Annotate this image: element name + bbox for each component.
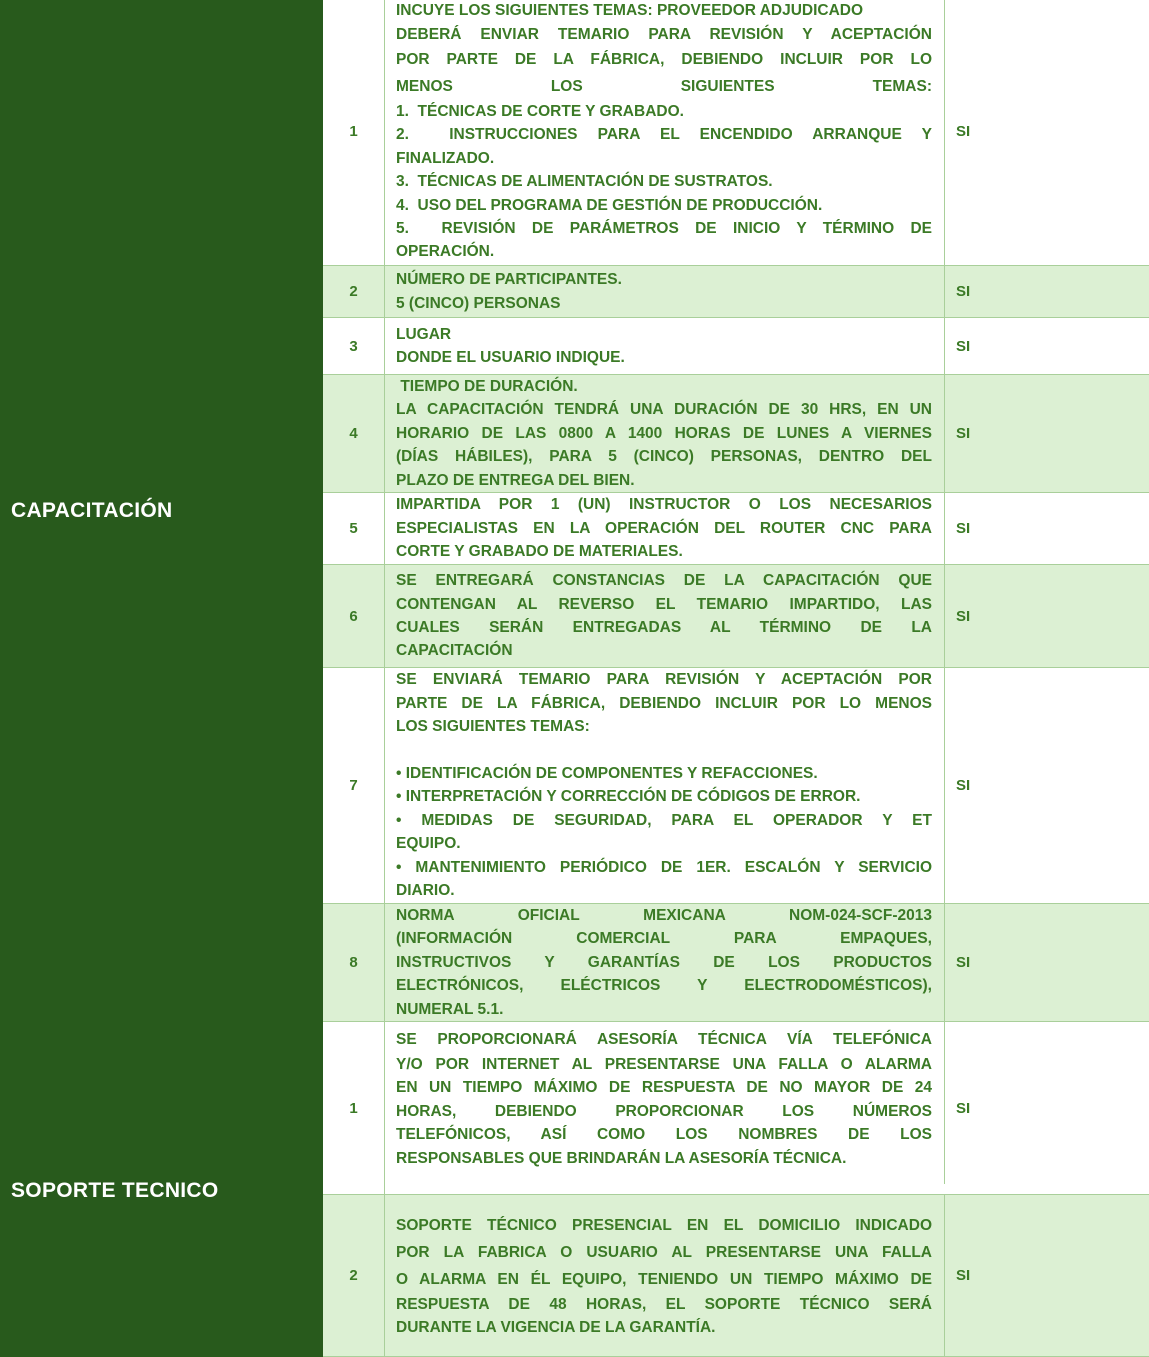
description-line: Y/O POR INTERNET AL PRESENTARSE UNA FALLA O ALARMA	[396, 1055, 932, 1073]
description-line: PARTE DE LA FÁBRICA, DEBIENDO INCLUIR POR LO MENOS	[396, 694, 932, 712]
description-line: CUALES SERÁN ENTREGADAS AL TÉRMINO DE LA	[396, 619, 932, 636]
description-line: NUMERAL 5.1.	[396, 1000, 504, 1018]
section-cell-capacitacion	[0, 0, 323, 1022]
description-line: 3. TÉCNICAS DE ALIMENTACIÓN DE SUSTRATOS.	[396, 173, 773, 191]
description-line: TELEFÓNICOS, ASÍ COMO LOS NOMBRES DE LOS	[396, 1126, 932, 1144]
table-row	[323, 493, 1149, 565]
description-line: 4. USO DEL PROGRAMA DE GESTIÓN DE PRODUCCIÓN.	[396, 196, 823, 214]
description-line: OPERACIÓN.	[396, 243, 495, 261]
row-response: SI	[956, 520, 971, 537]
description-line: NÚMERO DE PARTICIPANTES.	[396, 271, 622, 289]
table-row	[323, 0, 1149, 266]
description-line: SE ENVIARÁ TEMARIO PARA REVISIÓN Y ACEPTACIÓN POR	[396, 671, 932, 689]
row-description	[385, 266, 945, 317]
description-line: CONTENGAN AL REVERSO EL TEMARIO IMPARTIDO, LAS	[396, 595, 932, 613]
table-row	[323, 1022, 1149, 1195]
row-number: 7	[323, 668, 385, 903]
row-description	[385, 493, 945, 564]
table-row	[323, 318, 1149, 375]
description-line: CORTE Y GRABADO DE MATERIALES.	[396, 543, 683, 561]
description-line: HORARIO DE LAS 0800 A 1400 HORAS DE LUNES A VIERNES	[396, 424, 932, 442]
description-line: DIARIO.	[396, 882, 455, 900]
row-response: SI	[956, 1099, 971, 1117]
description-line: 1. TÉCNICAS DE CORTE Y GRABADO.	[396, 102, 684, 120]
row-response: SI	[956, 123, 971, 140]
description-line	[396, 739, 932, 762]
row-number: 6	[323, 565, 385, 667]
row-number: 2	[323, 266, 385, 317]
row-number: 5	[323, 493, 385, 564]
row-description	[385, 904, 945, 1021]
description-line: IMPARTIDA POR 1 (UN) INSTRUCTOR O LOS NECESARIOS	[396, 496, 932, 514]
row-response: SI	[956, 954, 971, 971]
description-line: HORAS, DEBIENDO PROPORCIONAR LOS NÚMEROS	[396, 1102, 932, 1120]
row-response: SI	[956, 777, 971, 794]
description-line: INSTRUCTIVOS Y GARANTÍAS DE LOS PRODUCTOS	[396, 953, 932, 971]
description-line: (INFORMACIÓN COMERCIAL PARA EMPAQUES,	[396, 930, 932, 948]
description-line: PLAZO DE ENTREGA DEL BIEN.	[396, 471, 635, 489]
description-line: INCUYE LOS SIGUIENTES TEMAS: PROVEEDOR ADJUDICADO	[396, 2, 864, 20]
row-number: 1	[323, 0, 385, 265]
description-line: LUGAR	[396, 325, 452, 343]
section-label: SOPORTE TECNICO	[11, 1178, 219, 1202]
row-number: 8	[323, 904, 385, 1021]
description-line: • IDENTIFICACIÓN DE COMPONENTES Y REFACCIONES.	[396, 765, 818, 783]
description-line: POR PARTE DE LA FÁBRICA, DEBIENDO INCLUIR POR LO	[396, 50, 932, 68]
description-line: TIEMPO DE DURACIÓN.	[396, 377, 578, 395]
row-response: SI	[956, 425, 971, 442]
description-line: EQUIPO.	[396, 835, 461, 853]
row-response: SI	[956, 337, 971, 355]
description-line: ELECTRÓNICOS, ELÉCTRICOS Y ELECTRODOMÉSTICOS),	[396, 977, 932, 995]
description-line: RESPONSABLES QUE BRINDARÁN LA ASESORÍA TÉCNICA.	[396, 1149, 847, 1167]
description-line: SE ENTREGARÁ CONSTANCIAS DE LA CAPACITACIÓN QUE	[396, 572, 932, 590]
description-line: RESPUESTA DE 48 HORAS, EL SOPORTE TÉCNICO SERÁ	[396, 1295, 932, 1313]
row-response: SI	[956, 1267, 971, 1284]
table-row	[323, 668, 1149, 904]
description-line: O ALARMA EN ÉL EQUIPO, TENIENDO UN TIEMPO MÁXIMO DE	[396, 1270, 932, 1288]
table-row	[323, 266, 1149, 318]
row-description	[385, 0, 945, 265]
description-line: SOPORTE TÉCNICO PRESENCIAL EN EL DOMICILIO INDICADO	[396, 1216, 932, 1234]
section-cell-soporte-tecnico	[0, 1022, 323, 1357]
row-response: SI	[956, 607, 971, 625]
description-line: • INTERPRETACIÓN Y CORRECCIÓN DE CÓDIGOS DE ERROR.	[396, 788, 861, 806]
description-line: 5 (CINCO) PERSONAS	[396, 294, 561, 312]
description-line: LOS SIGUIENTES TEMAS:	[396, 718, 590, 736]
row-number: 1	[323, 1022, 385, 1194]
description-line: LA CAPACITACIÓN TENDRÁ UNA DURACIÓN DE 30 HRS, EN UN	[396, 401, 932, 419]
description-line: • MANTENIMIENTO PERIÓDICO DE 1ER. ESCALÓN Y SERVICIO	[396, 858, 932, 876]
description-line: ESPECIALISTAS EN LA OPERACIÓN DEL ROUTER CNC PARA	[396, 519, 932, 537]
table-row	[323, 904, 1149, 1022]
description-line: DONDE EL USUARIO INDIQUE.	[396, 349, 625, 366]
description-line: EN UN TIEMPO MÁXIMO DE RESPUESTA DE NO MAYOR DE 24	[396, 1079, 932, 1097]
row-description	[385, 1195, 945, 1356]
row-description	[385, 375, 945, 492]
row-number: 4	[323, 375, 385, 492]
row-description	[385, 668, 945, 903]
table-row	[323, 375, 1149, 493]
description-line: FINALIZADO.	[396, 149, 495, 167]
description-line: 5. REVISIÓN DE PARÁMETROS DE INICIO Y TÉRMINO DE	[396, 220, 932, 238]
row-description	[385, 1012, 945, 1184]
table-row	[323, 1195, 1149, 1357]
description-line: NORMA OFICIAL MEXICANA NOM-024-SCF-2013	[396, 906, 932, 924]
row-number: 2	[323, 1195, 385, 1356]
row-description	[385, 565, 945, 667]
row-response: SI	[956, 283, 971, 300]
description-line: POR LA FABRICA O USUARIO AL PRESENTARSE UNA FALLA	[396, 1243, 932, 1261]
description-line: MENOS LOS SIGUIENTES TEMAS:	[396, 77, 932, 95]
table-row	[323, 565, 1149, 668]
description-line: DEBERÁ ENVIAR TEMARIO PARA REVISIÓN Y ACEPTACIÓN	[396, 25, 932, 43]
row-description	[385, 318, 945, 374]
description-line: 2. INSTRUCCIONES PARA EL ENCENDIDO ARRANQUE Y	[396, 126, 932, 144]
description-line: • MEDIDAS DE SEGURIDAD, PARA EL OPERADOR Y ET	[396, 811, 932, 829]
description-line: DURANTE LA VIGENCIA DE LA GARANTÍA.	[396, 1319, 716, 1336]
description-line: SE PROPORCIONARÁ ASESORÍA TÉCNICA VÍA TELEFÓNICA	[396, 1030, 932, 1048]
row-number: 3	[323, 318, 385, 374]
description-line: (DÍAS HÁBILES), PARA 5 (CINCO) PERSONAS, DENTRO DEL	[396, 448, 932, 466]
description-line: CAPACITACIÓN	[396, 642, 513, 660]
section-label: CAPACITACIÓN	[11, 499, 173, 522]
